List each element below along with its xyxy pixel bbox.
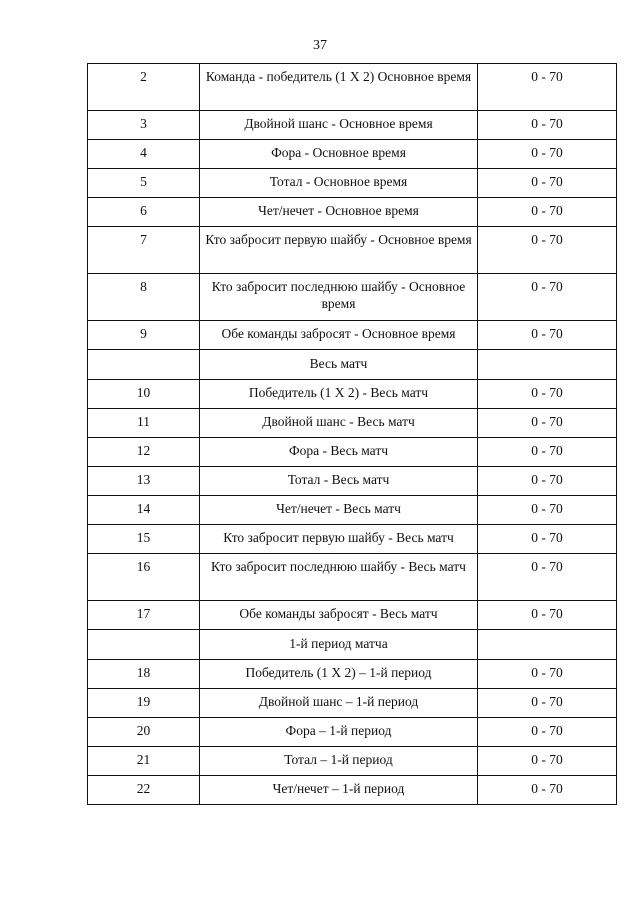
value-range xyxy=(478,350,617,380)
event-name: Победитель (1 Х 2) – 1-й период xyxy=(200,660,478,689)
row-number: 3 xyxy=(88,111,200,140)
table-row xyxy=(88,169,617,198)
value-range xyxy=(478,630,617,660)
value-range: 0 - 70 xyxy=(478,169,617,198)
value-range: 0 - 70 xyxy=(478,198,617,227)
row-number: 13 xyxy=(88,467,200,496)
value-range: 0 - 70 xyxy=(478,380,617,409)
table-row xyxy=(88,601,617,630)
event-name: Обе команды забросят - Весь матч xyxy=(200,601,478,630)
section-row xyxy=(88,630,617,660)
event-name: Тотал - Основное время xyxy=(200,169,478,198)
value-range: 0 - 70 xyxy=(478,227,617,274)
row-number: 5 xyxy=(88,169,200,198)
event-name: Чет/нечет - Весь матч xyxy=(200,496,478,525)
row-number: 6 xyxy=(88,198,200,227)
row-number: 2 xyxy=(88,64,200,111)
event-name: Обе команды забросят - Основное время xyxy=(200,321,478,350)
row-number: 10 xyxy=(88,380,200,409)
row-number: 16 xyxy=(88,554,200,601)
value-range: 0 - 70 xyxy=(478,111,617,140)
value-range: 0 - 70 xyxy=(478,689,617,718)
row-number: 11 xyxy=(88,409,200,438)
event-name: Кто забросит последнюю шайбу - Весь матч xyxy=(200,554,478,601)
event-name: Двойной шанс - Весь матч xyxy=(200,409,478,438)
event-name: Тотал - Весь матч xyxy=(200,467,478,496)
row-number xyxy=(88,630,200,660)
event-name: Победитель (1 Х 2) - Весь матч xyxy=(200,380,478,409)
value-range: 0 - 70 xyxy=(478,409,617,438)
page-number: 37 xyxy=(313,38,327,53)
value-range: 0 - 70 xyxy=(478,274,617,321)
row-number: 22 xyxy=(88,776,200,805)
table-row xyxy=(88,689,617,718)
table-row xyxy=(88,496,617,525)
event-name: Кто забросит первую шайбу - Весь матч xyxy=(200,525,478,554)
value-range: 0 - 70 xyxy=(478,321,617,350)
table-row xyxy=(88,140,617,169)
table-row xyxy=(88,380,617,409)
value-range: 0 - 70 xyxy=(478,601,617,630)
section-title: 1-й период матча xyxy=(200,630,478,660)
events-table xyxy=(87,63,617,805)
event-name: Тотал – 1-й период xyxy=(200,747,478,776)
table-row xyxy=(88,747,617,776)
event-name: Кто забросит первую шайбу - Основное время xyxy=(200,227,478,274)
table-row xyxy=(88,409,617,438)
table-row xyxy=(88,198,617,227)
event-name: Фора – 1-й период xyxy=(200,718,478,747)
row-number: 12 xyxy=(88,438,200,467)
row-number: 18 xyxy=(88,660,200,689)
row-number: 20 xyxy=(88,718,200,747)
table-row xyxy=(88,438,617,467)
row-number: 4 xyxy=(88,140,200,169)
table-row xyxy=(88,274,617,321)
value-range: 0 - 70 xyxy=(478,776,617,805)
value-range: 0 - 70 xyxy=(478,718,617,747)
row-number: 7 xyxy=(88,227,200,274)
section-title: Весь матч xyxy=(200,350,478,380)
section-row xyxy=(88,350,617,380)
table-row xyxy=(88,660,617,689)
row-number: 9 xyxy=(88,321,200,350)
table-row xyxy=(88,554,617,601)
event-name: Кто забросит последнюю шайбу - Основное время xyxy=(200,274,478,321)
row-number: 8 xyxy=(88,274,200,321)
row-number: 15 xyxy=(88,525,200,554)
value-range: 0 - 70 xyxy=(478,467,617,496)
value-range: 0 - 70 xyxy=(478,747,617,776)
table-row xyxy=(88,467,617,496)
table-row xyxy=(88,64,617,111)
value-range: 0 - 70 xyxy=(478,438,617,467)
value-range: 0 - 70 xyxy=(478,660,617,689)
table-row xyxy=(88,525,617,554)
event-name: Двойной шанс - Основное время xyxy=(200,111,478,140)
value-range: 0 - 70 xyxy=(478,496,617,525)
value-range: 0 - 70 xyxy=(478,525,617,554)
event-name: Чет/нечет - Основное время xyxy=(200,198,478,227)
row-number: 17 xyxy=(88,601,200,630)
table-row xyxy=(88,776,617,805)
row-number: 19 xyxy=(88,689,200,718)
table-row xyxy=(88,227,617,274)
event-name: Чет/нечет – 1-й период xyxy=(200,776,478,805)
row-number xyxy=(88,350,200,380)
event-name: Двойной шанс – 1-й период xyxy=(200,689,478,718)
table-row xyxy=(88,718,617,747)
value-range: 0 - 70 xyxy=(478,554,617,601)
table-row xyxy=(88,321,617,350)
event-name: Фора - Весь матч xyxy=(200,438,478,467)
event-name: Фора - Основное время xyxy=(200,140,478,169)
value-range: 0 - 70 xyxy=(478,140,617,169)
row-number: 21 xyxy=(88,747,200,776)
value-range: 0 - 70 xyxy=(478,64,617,111)
table-row xyxy=(88,111,617,140)
event-name: Команда - победитель (1 Х 2) Основное время xyxy=(200,64,478,111)
row-number: 14 xyxy=(88,496,200,525)
